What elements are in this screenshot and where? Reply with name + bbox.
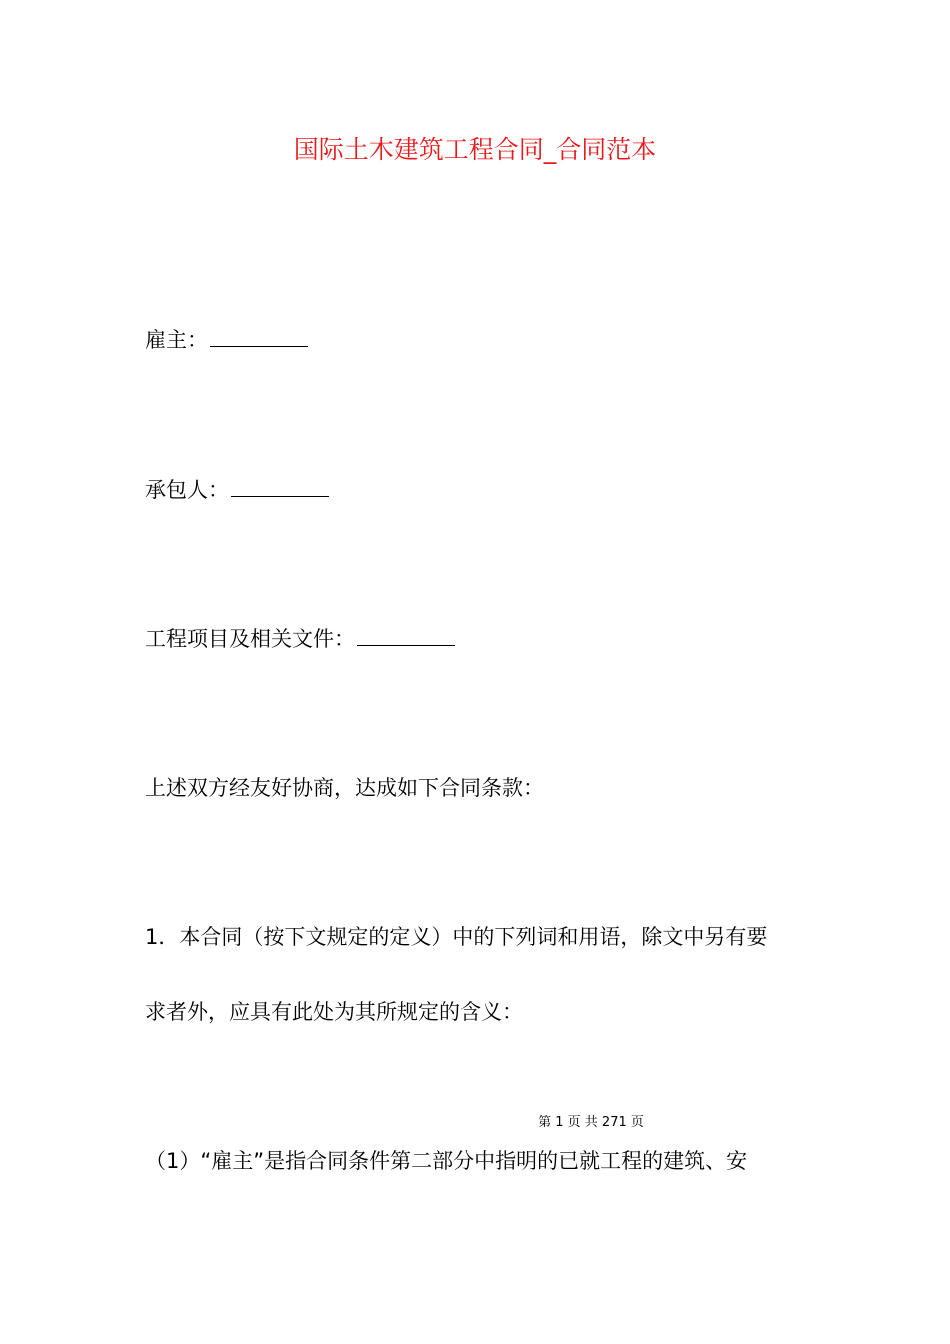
clause-1-line-1: 1．本合同（按下文规定的定义）中的下列词和用语，除文中另有要	[145, 925, 768, 949]
employer-blank-line	[210, 324, 308, 347]
clause-1-item-1: （1）“雇主”是指合同条件第二部分中指明的已就工程的建筑、安	[145, 1149, 748, 1173]
contractor-blank-line	[231, 474, 329, 497]
project-field	[145, 622, 455, 656]
intro-paragraph: 上述双方经友好协商，达成如下合同条款：	[145, 776, 544, 800]
project-blank-line	[357, 623, 455, 646]
contractor-label: 承包人：	[145, 478, 229, 502]
document-title: 国际土木建筑工程合同_合同范本	[293, 135, 657, 164]
employer-field	[145, 323, 308, 357]
project-label: 工程项目及相关文件：	[145, 627, 355, 651]
page-number-footer: 第 1 页 共 271 页	[538, 1115, 644, 1130]
clause-1-line-2: 求者外，应具有此处为其所规定的含义：	[145, 1000, 523, 1024]
contractor-field	[145, 473, 329, 507]
employer-label: 雇主：	[145, 328, 208, 352]
